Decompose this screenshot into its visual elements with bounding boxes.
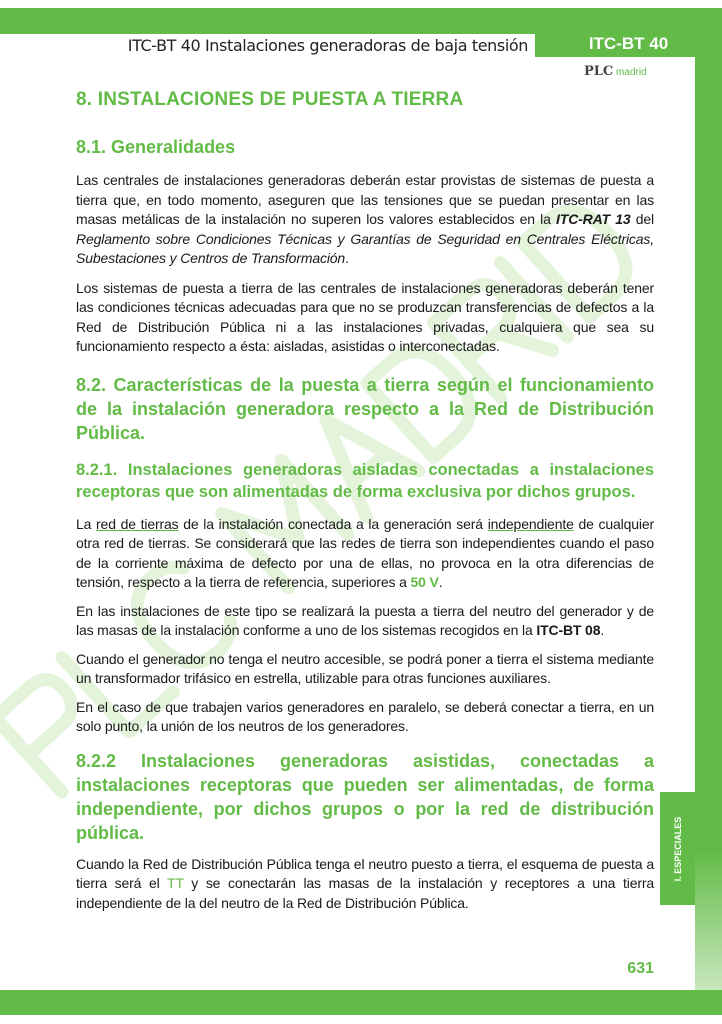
heading-8-1: 8.1. Generalidades: [76, 137, 236, 157]
heading-8-2: 8.2. Características de la puesta a tierra según el funcionamiento de la instalación generadora respecto a la Red de Distribución Pública.: [76, 374, 654, 443]
page-number: 631: [627, 960, 654, 977]
section-tab-label: I. ESPECIALES: [672, 816, 683, 881]
paragraph-1: Las centrales de instalaciones generadoras deberán estar provistas de sistemas de puesta a tierra que, en todo momento, aseguren que las tensiones que se puedan presentar en las masas metálicas de la instalación no superen los valores establecidos en la ITC-RAT 13 del Reglamento sobre Condiciones Técnicas y Garantías de Seguridad en Centrales Eléctricas, Subestaciones y Centros de Transformación.: [76, 172, 654, 266]
paragraph-2: Los sistemas de puesta a tierra de las centrales de instalaciones generadoras deberán tener las condiciones técnicas adecuadas para que no se produzcan transferencias de defectos a la Red de Distribución Pública ni a las instalaciones privadas, cualquiera que sea su funcionamiento respecto a ésta: aisladas, asistidas o interconectadas.: [76, 279, 654, 354]
heading-8: 8. INSTALACIONES DE PUESTA A TIERRA: [76, 89, 464, 110]
page-content: [76, 89, 654, 979]
paragraph-6: En el caso de que trabajen varios generadores en paralelo, se deberá conectar a tierra, en un solo punto, la unión de los neutros de los generadores.: [76, 698, 654, 734]
top-bar: [0, 8, 722, 34]
paragraph-5: Cuando el generador no tenga el neutro accesible, se podrá poner a tierra el sistema mediante un transformador trifásico en estrella, utilizable para otras funciones auxiliares.: [76, 650, 654, 686]
heading-8-2-1: 8.2.1. Instalaciones generadoras aisladas conectadas a instalaciones receptoras que son alimentadas de forma exclusiva por dichos grupos.: [76, 460, 654, 501]
logo-subtitle: madrid: [616, 67, 647, 78]
paragraph-3: La red de tierras de la instalación conectada a la generación será independiente de cualquier otra red de tierras. Se considerará que las redes de tierra son independientes cuando el paso de la corriente máxima de defecto por una de ellas, no provoca en la otra diferencias de tensión, respecto a la tierra de referencia, superiores a 50 V.: [76, 515, 654, 590]
section-tab: [660, 792, 695, 905]
logo-mark: PLC: [584, 64, 614, 79]
logo: [584, 64, 647, 79]
paragraph-7: Cuando la Red de Distribución Pública tenga el neutro puesto a tierra, el esquema de puesta a tierra será el TT y se conectarán las masas de la instalación y receptores a una tierra independiente de la del neutro de la Red de Distribución Pública.: [76, 855, 654, 911]
side-strip: [695, 57, 722, 990]
heading-8-2-2: 8.2.2 Instalaciones generadoras asistidas, conectadas a instalaciones receptoras que pueden ser alimentadas, de forma independiente, por dichos grupos o por la red de distribución pública.: [76, 750, 654, 843]
bottom-bar: [0, 990, 722, 1015]
header-title: ITC-BT 40 Instalaciones generadoras de baja tensión: [127, 36, 528, 55]
paragraph-4: En las instalaciones de este tipo se realizará la puesta a tierra del neutro del generador y de las masas de la instalación conforme a uno de los sistemas recogidos en la ITC-BT 08.: [76, 602, 654, 638]
header-badge: ITC-BT 40: [535, 33, 722, 57]
